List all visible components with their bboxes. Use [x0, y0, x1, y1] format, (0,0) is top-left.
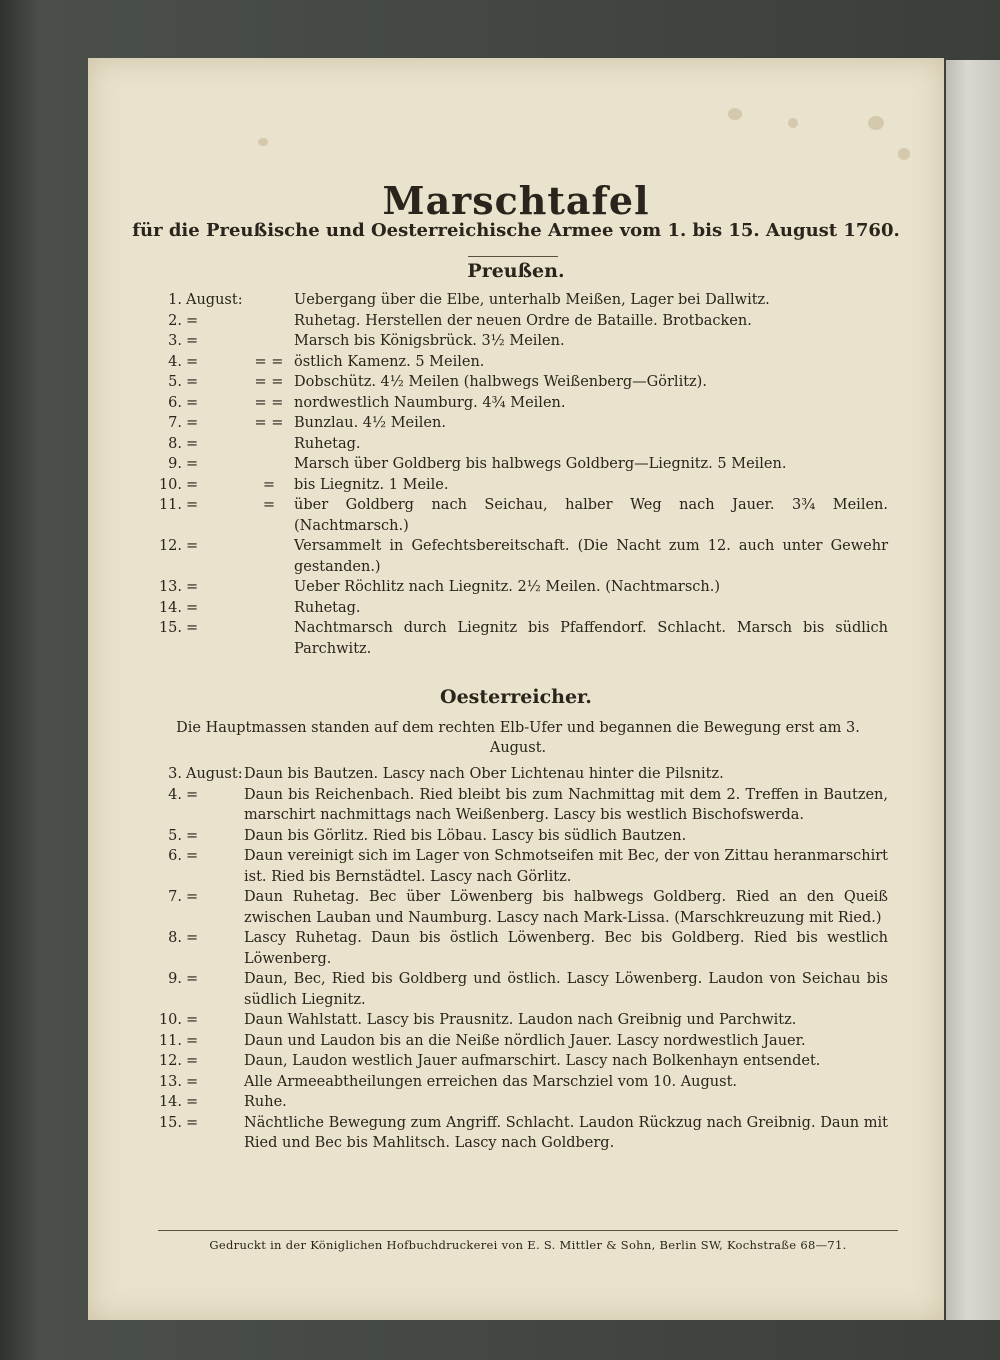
entry-day-number: 1. — [168, 292, 182, 308]
entry-text: Ruhetag. Herstellen der neuen Ordre de Bataille. Brotbacken. — [294, 312, 752, 329]
entry-text: Dobschütz. 4½ Meilen (halbwegs Weißenberg—Görlitz). — [294, 374, 707, 390]
entry-month: = — [186, 435, 199, 452]
entry-text: bis Liegnitz. 1 Meile. — [294, 476, 449, 493]
entry-ditto-marks — [244, 577, 294, 598]
march-entry — [148, 764, 888, 785]
entry-day-number: 3. — [168, 766, 182, 782]
entry-ditto-marks — [244, 311, 294, 332]
entry-month: = — [186, 476, 199, 493]
page-title: Marschtafel — [382, 178, 650, 223]
entry-day-number: 4. — [168, 786, 182, 803]
entry-month: = — [186, 889, 199, 905]
entry-month: = — [186, 1053, 199, 1069]
march-entry — [148, 887, 888, 928]
entry-day-number: 14. — [158, 599, 182, 616]
entry-day-number: 6. — [168, 394, 182, 411]
section-heading-austria: Oesterreicher. — [440, 686, 592, 708]
entry-day-number: 9. — [168, 456, 182, 472]
entry-text: Daun Wahlstatt. Lascy bis Prausnitz. Laudon nach Greibnig und Parchwitz. — [244, 1012, 797, 1028]
entry-day-number: 8. — [168, 435, 182, 452]
march-entry — [148, 826, 888, 847]
march-entry — [148, 393, 888, 414]
entry-month: August: — [186, 292, 243, 308]
entry-day-number: 13. — [158, 579, 182, 595]
entry-day-number: 15. — [158, 1114, 182, 1131]
entry-month: = — [186, 538, 199, 554]
entry-text: Marsch über Goldberg bis halbwegs Goldberg—Liegnitz. 5 Meilen. — [294, 456, 787, 472]
entry-text: nordwestlich Naumburg. 4¾ Meilen. — [294, 394, 566, 411]
march-entry — [148, 577, 888, 598]
entry-month: = — [186, 971, 199, 987]
march-entry — [148, 454, 888, 475]
entry-day-number: 3. — [168, 333, 182, 349]
section-heading-prussia: Preußen. — [467, 260, 565, 282]
entry-ditto-marks — [244, 598, 294, 619]
printer-imprint: Gedruckt in der Königlichen Hofbuchdruckerei von E. S. Mittler & Sohn, Berlin SW, Kochstraße 68—71. — [209, 1238, 847, 1252]
march-entry — [148, 785, 888, 826]
entry-day-number: 5. — [168, 827, 182, 844]
entry-month: = — [186, 1012, 199, 1028]
page-content — [88, 58, 944, 1320]
march-entry — [148, 434, 888, 455]
entry-text: Ueber Röchlitz nach Liegnitz. 2½ Meilen. (Nachtmarsch.) — [294, 579, 721, 595]
entry-month: = — [186, 374, 199, 390]
entry-month: = — [186, 848, 199, 864]
entry-month: = — [186, 1032, 199, 1049]
entry-text: Ruhetag. — [294, 599, 361, 616]
entry-ditto-marks: = = — [254, 353, 284, 370]
entry-month: = — [186, 930, 199, 946]
entry-text: Daun bis Bautzen. Lascy nach Ober Lichtenau hinter die Pilsnitz. — [244, 766, 724, 782]
entry-day-number: 7. — [168, 889, 182, 905]
prussia-march-list — [148, 290, 888, 659]
austria-intro: Die Hauptmassen standen auf dem rechten Elb-Ufer und begannen die Bewegung erst am 3. August. — [176, 720, 860, 756]
entry-day-number: 7. — [168, 415, 182, 431]
entry-text: Daun, Laudon westlich Jauer aufmarschirt. Lascy nach Bolkenhayn entsendet. — [244, 1053, 821, 1069]
entry-text: über Goldberg nach Seichau, halber Weg nach Jauer. 3¾ Meilen. (Nachtmarsch.) — [294, 497, 888, 534]
entry-month: = — [186, 579, 199, 595]
entry-ditto-marks: = = — [254, 415, 284, 431]
march-entry — [148, 969, 888, 1010]
entry-month: = — [186, 353, 199, 370]
entry-ditto-marks: = = — [254, 374, 284, 390]
entry-day-number: 9. — [168, 971, 182, 987]
entry-text: Daun Ruhetag. Bec über Löwenberg bis halbwegs Goldberg. Ried an den Queiß zwischen Lauban und Naumburg. Lascy nach Mark-Lissa. (Marschkreuzung mit Ried.) — [244, 889, 888, 926]
march-entry — [148, 1031, 888, 1052]
entry-text: Ruhe. — [244, 1094, 287, 1110]
entry-text: Versammelt in Gefechtsbereitschaft. (Die Nacht zum 12. auch unter Gewehr gestanden.) — [294, 538, 888, 575]
entry-day-number: 10. — [158, 1012, 182, 1028]
entry-day-number: 12. — [158, 1053, 182, 1069]
entry-day-number: 6. — [168, 848, 182, 864]
entry-month: = — [186, 333, 199, 349]
entry-text: Daun bis Görlitz. Ried bis Löbau. Lascy bis südlich Bautzen. — [244, 827, 687, 844]
adjacent-page-edge — [946, 60, 1000, 1320]
page-subtitle: für die Preußische und Oesterreichische Armee vom 1. bis 15. August 1760. — [132, 220, 900, 241]
entry-ditto-marks: = = — [254, 394, 284, 411]
march-entry — [148, 311, 888, 332]
entry-text: Bunzlau. 4½ Meilen. — [294, 415, 446, 431]
march-entry — [148, 1010, 888, 1031]
austria-march-list — [148, 764, 888, 1154]
march-entry — [148, 372, 888, 393]
march-entry — [148, 536, 888, 577]
march-entry — [148, 352, 888, 373]
entry-month: = — [186, 1073, 199, 1090]
entry-month: = — [186, 415, 199, 431]
entry-ditto-marks: = — [262, 497, 276, 513]
entry-text: Daun vereinigt sich im Lager von Schmotseifen mit Bec, der von Zittau heranmarschirt ist. Ried bis Bernstädtel. Lascy nach Görlitz. — [244, 848, 888, 885]
march-entry — [148, 598, 888, 619]
entry-month: = — [186, 827, 199, 844]
entry-day-number: 14. — [158, 1094, 182, 1110]
entry-text: Daun bis Reichenbach. Ried bleibt bis zum Nachmittag mit dem 2. Treffen in Bautzen, marschirt nachmittags nach Weißenberg. Lascy bis westlich Bischofswerda. — [244, 786, 888, 823]
entry-day-number: 15. — [158, 620, 182, 636]
march-entry — [148, 413, 888, 434]
entry-text: Marsch bis Königsbrück. 3½ Meilen. — [294, 333, 565, 349]
entry-text: Daun, Bec, Ried bis Goldberg und östlich. Lascy Löwenberg. Laudon von Seichau bis südlich Liegnitz. — [244, 971, 888, 1008]
entry-ditto-marks — [244, 331, 294, 352]
entry-day-number: 10. — [158, 476, 182, 493]
entry-text: Ruhetag. — [294, 435, 361, 452]
march-entry — [148, 495, 888, 536]
entry-day-number: 13. — [158, 1073, 182, 1090]
march-entry — [148, 1072, 888, 1093]
entry-day-number: 5. — [168, 374, 182, 390]
entry-month: August: — [186, 766, 243, 782]
entry-ditto-marks — [244, 290, 294, 311]
entry-month: = — [186, 786, 199, 803]
march-entry — [148, 1051, 888, 1072]
entry-text: Daun und Laudon bis an die Neiße nördlich Jauer. Lascy nordwestlich Jauer. — [244, 1032, 806, 1049]
entry-month: = — [186, 620, 199, 636]
entry-text: Uebergang über die Elbe, unterhalb Meißen, Lager bei Dallwitz. — [294, 292, 770, 308]
march-entry — [148, 475, 888, 496]
entry-day-number: 11. — [158, 497, 182, 513]
march-entry — [148, 290, 888, 311]
entry-text: Alle Armeeabtheilungen erreichen das Marschziel vom 10. August. — [244, 1073, 737, 1090]
entry-month: = — [186, 312, 199, 329]
entry-text: östlich Kamenz. 5 Meilen. — [294, 353, 485, 370]
entry-ditto-marks — [244, 454, 294, 475]
entry-day-number: 2. — [168, 312, 182, 329]
entry-day-number: 4. — [168, 353, 182, 370]
entry-text: Nächtliche Bewegung zum Angriff. Schlacht. Laudon Rückzug nach Greibnig. Daun mit Ried und Bec bis Mahlitsch. Lascy nach Goldberg. — [244, 1114, 888, 1151]
entry-month: = — [186, 1094, 199, 1110]
entry-day-number: 11. — [158, 1032, 182, 1049]
march-entry — [148, 618, 888, 659]
title-rule — [468, 256, 558, 257]
entry-text: Nachtmarsch durch Liegnitz bis Pfaffendorf. Schlacht. Marsch bis südlich Parchwitz. — [294, 620, 888, 657]
entry-day-number: 12. — [158, 538, 182, 554]
entry-month: = — [186, 1114, 199, 1131]
entry-ditto-marks — [244, 536, 294, 577]
entry-ditto-marks — [244, 434, 294, 455]
march-entry — [148, 1113, 888, 1154]
entry-ditto-marks — [244, 618, 294, 659]
march-entry — [148, 1092, 888, 1113]
entry-month: = — [186, 394, 199, 411]
march-entry — [148, 331, 888, 352]
entry-month: = — [186, 599, 199, 616]
footer-rule — [158, 1230, 898, 1231]
entry-month: = — [186, 497, 199, 513]
entry-month: = — [186, 456, 199, 472]
march-entry — [148, 846, 888, 887]
entry-ditto-marks: = — [262, 476, 276, 493]
entry-text: Lascy Ruhetag. Daun bis östlich Löwenberg. Bec bis Goldberg. Ried bis westlich Löwenberg. — [244, 930, 888, 967]
document-page — [88, 58, 944, 1320]
entry-day-number: 8. — [168, 930, 182, 946]
march-entry — [148, 928, 888, 969]
